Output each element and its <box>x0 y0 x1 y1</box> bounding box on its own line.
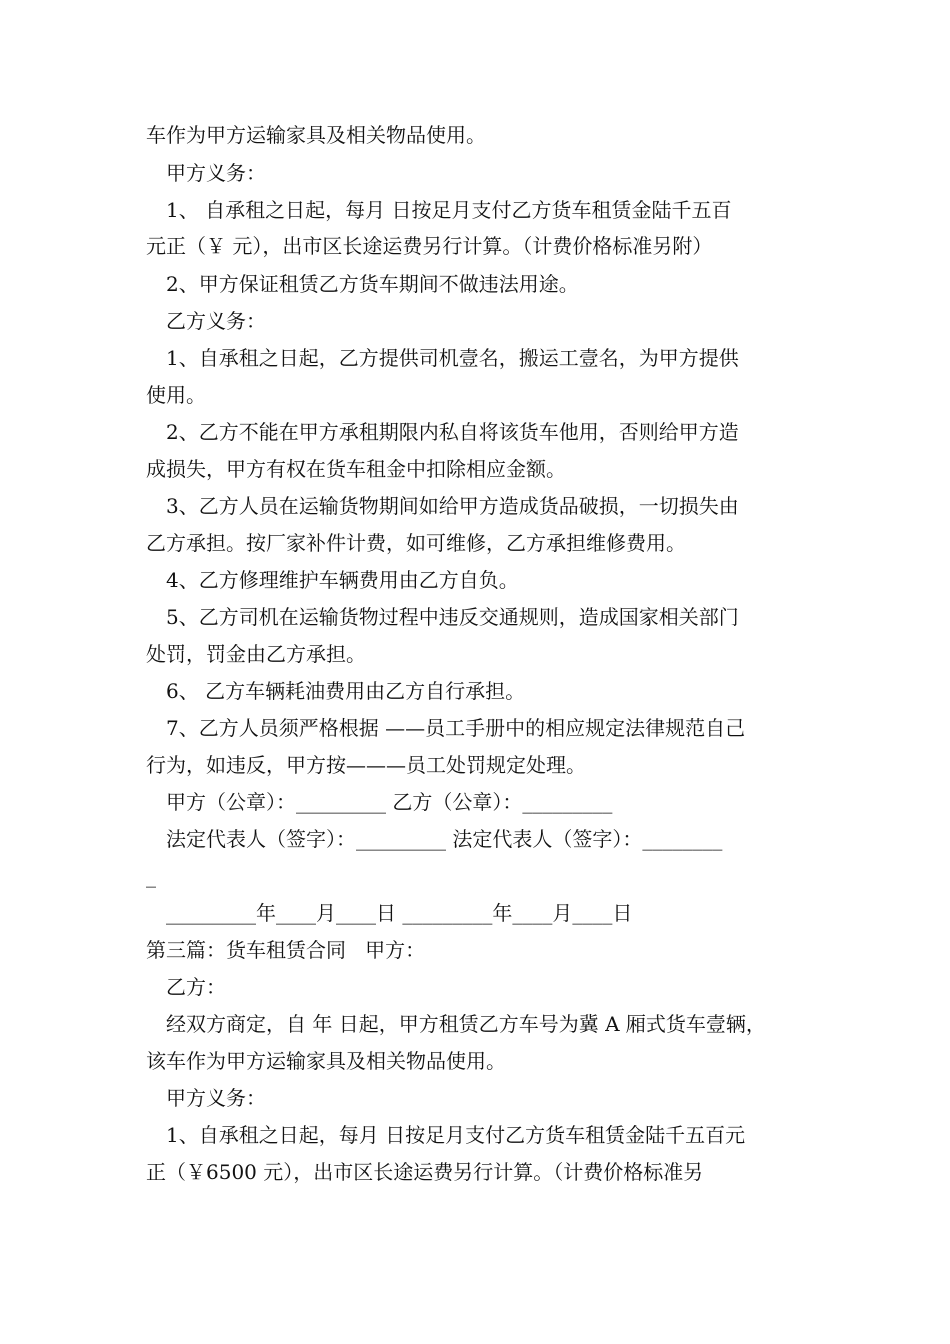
text-line: 行为，如违反，甲方按———员工处罚规定处理。 <box>146 753 586 777</box>
section-heading-party-b-duties: 乙方义务： <box>166 309 266 333</box>
text-line: 元正（￥ 元），出市区长途运费另行计算。（计费价格标准另附） <box>146 234 713 258</box>
text-line: 2、乙方不能在甲方承租期限内私自将该货车他用，否则给甲方造 <box>166 420 739 444</box>
text-line: 该车作为甲方运输家具及相关物品使用。 <box>146 1049 506 1073</box>
text-line: 6、 乙方车辆耗油费用由乙方自行承担。 <box>166 679 526 703</box>
section-heading-party-a-duties: 甲方义务： <box>166 161 266 185</box>
signature-line-seals: 甲方（公章）：_________ 乙方（公章）：_________ <box>166 790 613 814</box>
signature-line-representatives: 法定代表人（签字）：_________ 法定代表人（签字）：________ <box>166 827 723 851</box>
text-line: 2、甲方保证租赁乙方货车期间不做违法用途。 <box>166 272 579 296</box>
text-line: 乙方承担。按厂家补件计费，如可维修，乙方承担维修费用。 <box>146 531 686 555</box>
text-line: 车作为甲方运输家具及相关物品使用。 <box>146 123 486 147</box>
text-line: 经双方商定，自 年 日起，甲方租赁乙方车号为冀 A 厢式货车壹辆， <box>166 1012 766 1036</box>
text-line: 5、乙方司机在运输货物过程中违反交通规则，造成国家相关部门 <box>166 605 739 629</box>
section-title-third-part: 第三篇：货车租赁合同 甲方： <box>146 938 426 962</box>
party-b-label: 乙方： <box>166 975 226 999</box>
text-line: 处罚，罚金由乙方承担。 <box>146 642 366 666</box>
text-line: 7、乙方人员须严格根据 ——员工手册中的相应规定法律规范自己 <box>166 716 746 740</box>
text-line: 3、乙方人员在运输货物期间如给甲方造成货品破损，一切损失由 <box>166 494 739 518</box>
text-line: 1、自承租之日起，每月 日按足月支付乙方货车租赁金陆千五百元 <box>166 1123 746 1147</box>
text-line: 1、自承租之日起，乙方提供司机壹名，搬运工壹名，为甲方提供 <box>166 346 739 370</box>
text-line: 正（￥6500 元），出市区长途运费另行计算。（计费价格标准另 <box>146 1160 704 1184</box>
text-line: 1、 自承租之日起，每月 日按足月支付乙方货车租赁金陆千五百 <box>166 198 732 222</box>
text-line: 成损失，甲方有权在货车租金中扣除相应金额。 <box>146 457 566 481</box>
text-line: 使用。 <box>146 383 206 407</box>
text-line: _ <box>146 864 156 888</box>
date-line: _________年____月____日 _________年____月____日 <box>166 901 633 925</box>
text-line: 4、乙方修理维护车辆费用由乙方自负。 <box>166 568 519 592</box>
section-heading-party-a-duties: 甲方义务： <box>166 1086 266 1110</box>
